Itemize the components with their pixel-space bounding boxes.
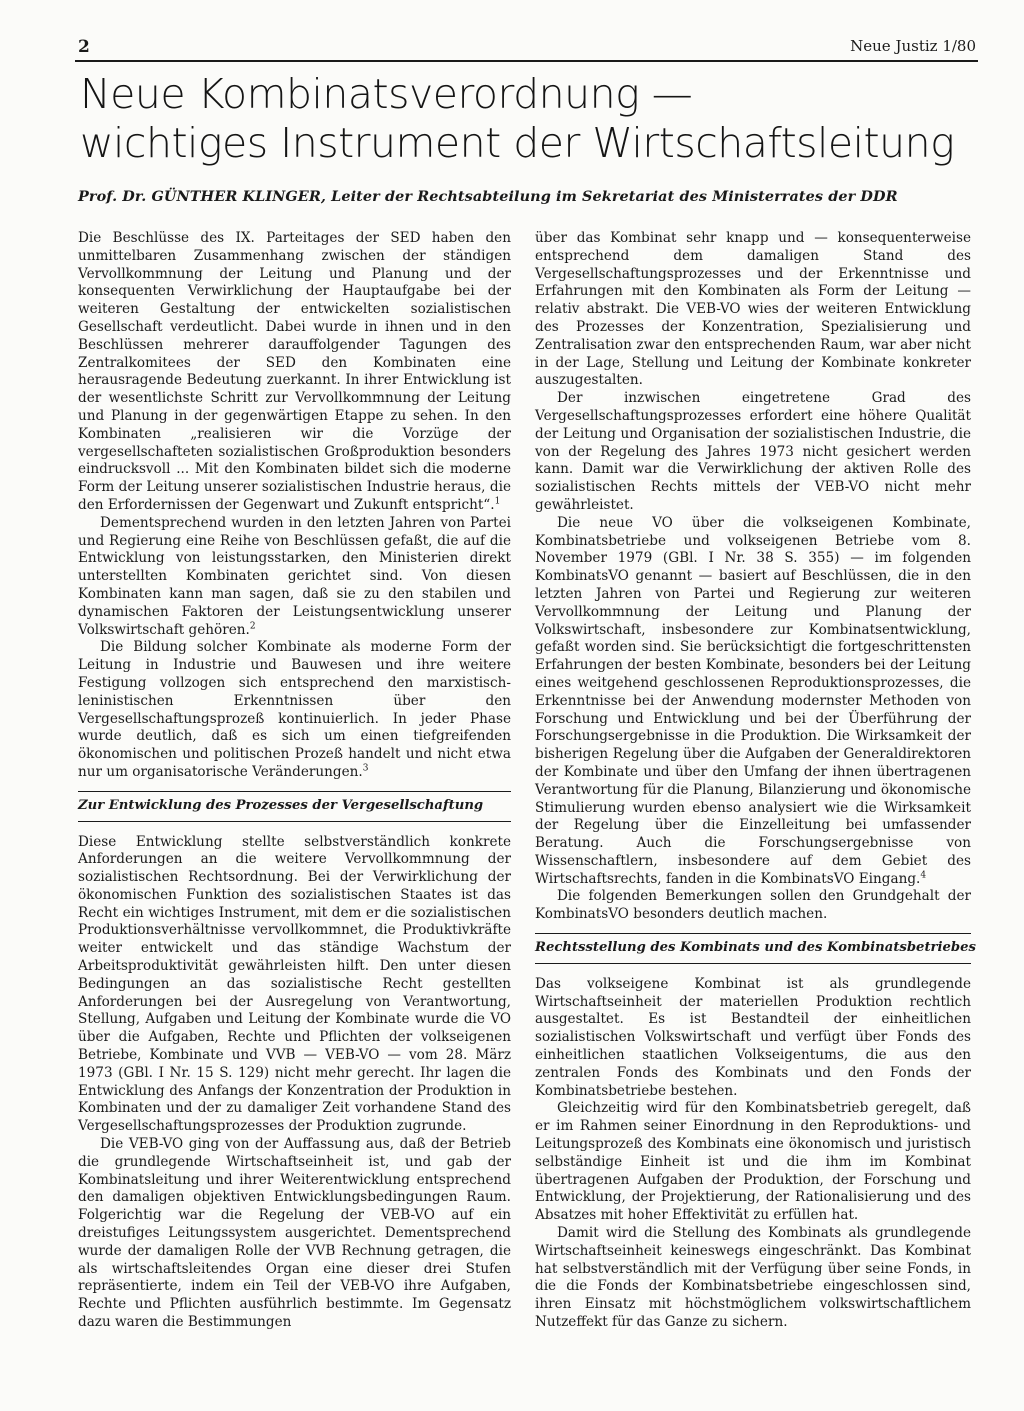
title-line-2: wichtiges Instrument der Wirtschaftsleitung (80, 119, 955, 167)
footnote-ref: 3 (362, 763, 369, 774)
footnote-ref: 4 (920, 870, 927, 881)
paragraph: Damit wird die Stellung des Kombinats als grundlegende Wirtschaftseinheit keineswegs eingeschränkt. Das Kombinat hat selbstverständlich mit der Verfügung über seine Fonds, in die die Fonds der Kombinatsbetriebe eingeschlossen sind, ihren Einsatz mit höchstmöglichem volkswirtschaftlichem Nutzeffekt für das Ganze zu sichern. (535, 1225, 971, 1331)
left-column (78, 230, 511, 1332)
paragraph: Dementsprechend wurden in den letzten Jahren von Partei und Regierung eine Reihe von Beschlüssen gefaßt, die auf die Entwicklung von leistungsstarken, den Ministerien direkt unterstellten Kombinaten gerichtet sind. Von diesen Kombinaten kann man sagen, daß sie zu den stabilen und dynamischen Faktoren der Leistungsentwicklung unserer Volkswirtschaft gehören.$^2$ (78, 514, 511, 638)
right-column (535, 230, 976, 1332)
paragraph: Diese Entwicklung stellte selbstverständlich konkrete Anforderungen an die weitere Vervollkommnung der sozialistischen Rechtsordnung. Bei der Verwirklichung der ökonomischen Funktion des sozialistischen Staates ist das Recht ein wichtiges Instrument, mit dem er die sozialistischen Produktionsverhältnisse vervollkommnet, die Produktivkräfte weiter entwickelt und das ständige Wachstum der Arbeitsproduktivität gewährleisten hilft. Den unter diesen Bedingungen an das sozialistische Recht gestellten Anforderungen bei der Ausregelung von Verantwortung, Stellung, Aufgaben und Leitung der Kombinate wurde die VO über die Aufgaben, Rechte und Pflichten der volkseigenen Betriebe, Kombinate und VVB — VEB-VO — vom 28. März 1973 (GBl. I Nr. 15 S. 129) nicht mehr gerecht. Ihr lagen die Entwicklung des Anfangs der Konzentration der Produktion in Kombinaten und der zu damaliger Zeit vorhandene Stand des Vergesellschaftungsprozesses der Produktion zugrunde. (78, 833, 511, 1135)
author-byline: Prof. Dr. GÜNTHER KLINGER, Leiter der Rechtsabteilung im Sekretariat des Ministerrates der DDR (78, 188, 898, 205)
page-number: 2 (78, 37, 90, 57)
title-line-1: Neue Kombinatsverordnung — (80, 70, 693, 118)
paragraph: Die VEB-VO ging von der Auffassung aus, daß der Betrieb die grundlegende Wirtschaftseinheit ist, und gab der Kombinatsleitung und ihrer Weiterentwicklung entsprechend den damaligen objektiven Entwicklungsbedingungen Raum. Folgerichtig war die Regelung der VEB-VO auf ein dreistufiges Leitungssystem ausgerichtet. Dementsprechend wurde der damaligen Rolle der VVB Rechnung getragen, die als wirtschaftsleitendes Organ eine dieser drei Stufen repräsentierte, indem ein Teil der VEB-VO ihre Aufgaben, Rechte und Pflichten ausführlich bestimmte. Im Gegensatz dazu waren die Bestimmungen (78, 1136, 511, 1331)
paragraph: Die Bildung solcher Kombinate als moderne Form der Leitung in Industrie und Bauwesen und ihre weitere Festigung vollzogen sich entsprechend den marxistisch-leninistischen Erkenntnissen über den Vergesellschaftungsprozeß kontinuierlich. In jeder Phase wurde deutlich, daß es sich um einen tiefgreifenden ökonomischen und politischen Prozeß handelt und nicht etwa nur um organisatorische Veränderungen.$^3$ (78, 639, 511, 780)
section-heading: Rechtsstellung des Kombinats und des Kombinatsbetriebes (535, 933, 971, 964)
journal-issue: Neue Justiz 1/80 (850, 37, 976, 55)
paragraph: Gleichzeitig wird für den Kombinatsbetrieb geregelt, daß er im Rahmen seiner Einordnung in den Reproduktions- und Leitungsprozeß des Kombinats eine ökonomisch und juristisch selbständige Einheit ist und die ihm im Kombinat übertragenen Aufgaben der Produktion, der Forschung und Entwicklung, der Projektierung, der Rationalisierung und des Absatzes mit hoher Effektivität zu erfüllen hat. (535, 1100, 971, 1224)
paragraph: Das volkseigene Kombinat ist als grundlegende Wirtschaftseinheit der materiellen Produktion rechtlich ausgestaltet. Es ist Bestandteil der einheitlichen sozialistischen Volkswirtschaft und verfügt über Fonds des einheitlichen staatlichen Volkseigentums, die aus den zentralen Fonds des Kombinats und den Fonds der Kombinatsbetriebe bestehen. (535, 975, 971, 1099)
footnote-ref: 2 (249, 621, 256, 631)
header-rule (75, 60, 978, 62)
paragraph: Die folgenden Bemerkungen sollen den Grundgehalt der KombinatsVO besonders deutlich machen. (535, 888, 971, 923)
paragraph: über das Kombinat sehr knapp und — konsequenterweise entsprechend dem damaligen Stand des Vergesellschaftungsprozesses und der Erkenntnisse und Erfahrungen mit den Kombinaten als Form der Leitung — relativ abstrakt. Die VEB-VO wies der weiteren Entwicklung des Prozesses der Konzentration, Spezialisierung und Zentralisation zwar den entsprechenden Raum, war aber nicht in der Lage, Stellung und Leitung der Kombinate konkreter auszugestalten. (535, 230, 971, 389)
paragraph: Die neue VO über die volkseigenen Kombinate, Kombinatsbetriebe und volkseigenen Betriebe vom 8. November 1979 (GBl. I Nr. 38 S. 355) — im folgenden KombinatsVO genannt — basiert auf Beschlüssen, die in den letzten Jahren von Partei und Regierung zur weiteren Vervollkommnung der Leitung und Planung der Volkswirtschaft, insbesondere zur Kombinatsentwicklung, gefaßt worden sind. Sie berücksichtigt die fortgeschrittensten Erfahrungen der besten Kombinate, besonders bei der Leitung eines weitgehend geschlossenen Reproduktionsprozesses, die Erkenntnisse bei der Anwendung modernster Methoden von Forschung und Entwicklung und bei der Überführung der Forschungsergebnisse in die Produktion. Die Wirksamkeit der bisherigen Regelung über die Aufgaben der Generaldirektoren der Kombinate und über den Umfang der ihnen übertragenen Verantwortung für die Planung, Bilanzierung und ökonomische Stimulierung wurden ebenso analysiert wie die Wirksamkeit der Regelung über die Einzelleitung bei umfassender Beratung. Auch die Forschungsergebnisse von Wissenschaftlern, insbesondere auf dem Gebiet des Wirtschaftsrechts, fanden in die KombinatsVO Eingang.$^4$ (535, 514, 971, 887)
footnote-ref: 1 (494, 496, 501, 507)
article-title (80, 70, 980, 168)
paragraph: Der inzwischen eingetretene Grad des Vergesellschaftungsprozesses erfordert eine höhere Qualität der Leitung und Organisation der sozialistischen Industrie, die von der Regelung des Jahres 1973 nicht gesichert werden kann. Damit war die Verwirklichung der aktiven Rolle des sozialistischen Rechts mittels der VEB-VO nicht mehr gewährleistet. (535, 390, 971, 513)
section-heading: Zur Entwicklung des Prozesses der Vergesellschaftung (78, 791, 511, 822)
paragraph: Die Beschlüsse des IX. Parteitages der SED haben den unmittelbaren Zusammenhang zwischen der ständigen Vervollkommnung der Leitung und Planung und der konsequenten Verwirklichung der Hauptaufgabe bei der weiteren Gestaltung der entwickelten sozialistischen Gesellschaft verdeutlicht. Dabei wurde in ihnen und in den Beschlüssen mehrerer darauffolgender Tagungen des Zentralkomitees der SED den Kombinaten eine herausragende Bedeutung zuerkannt. In ihrer Entwicklung ist der wesentlichste Schritt zur Vervollkommnung der Leitung und Planung in der gegenwärtigen Etappe zu sehen. In den Kombinaten „realisieren wir die Vorzüge der vergesellschafteten sozialistischen Großproduktion besonders eindrucksvoll ... Mit den Kombinaten bildet sich die moderne Form der Leitung unserer sozialistischen Industrie heraus, die den Erfordernissen der Gegenwart und Zukunft entspricht“.$^1$ (78, 230, 511, 513)
